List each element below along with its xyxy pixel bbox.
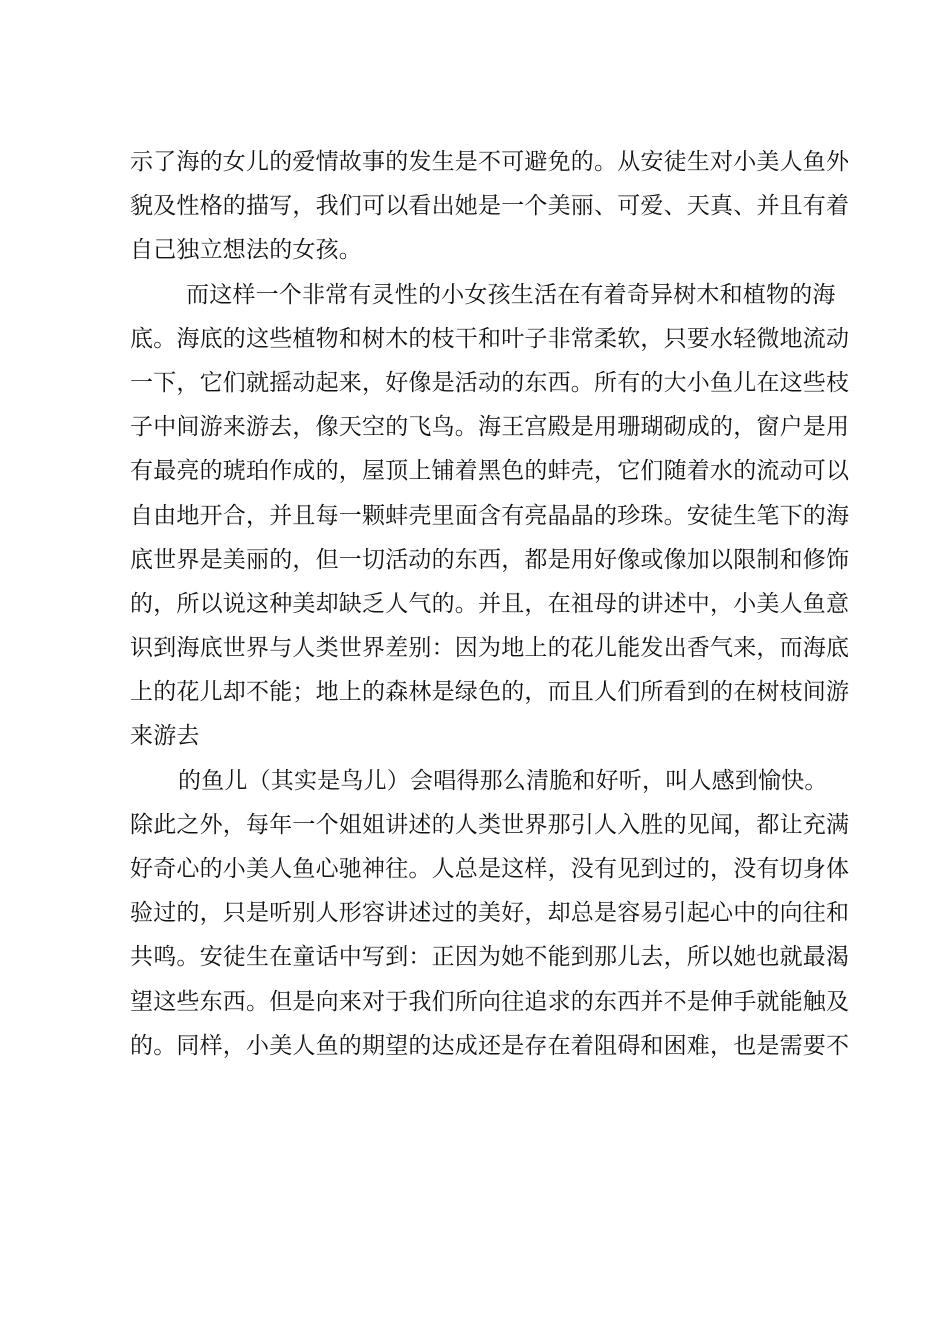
paragraph-start-line: 而这样一个非常有灵性的小女孩生活在有着奇异树木和植物的海 bbox=[186, 281, 836, 308]
text-line: 有最亮的琥珀作成的，屋顶上铺着黑色的蚌壳，它们随着水的流动可以 bbox=[130, 458, 850, 485]
body-text bbox=[130, 140, 850, 1068]
text-line: 的，所以说这种美却缺乏人气的。并且，在祖母的讲述中，小美人鱼意 bbox=[130, 590, 850, 617]
text-line: 望这些东西。但是向来对于我们所向往追求的东西并不是伸手就能触及 bbox=[130, 988, 850, 1015]
text-line: 自由地开合，并且每一颗蚌壳里面含有亮晶晶的珍珠。安徒生笔下的海 bbox=[130, 502, 850, 529]
text-line: 除此之外，每年一个姐姐讲述的人类世界那引人入胜的见闻，都让充满 bbox=[130, 811, 850, 838]
text-line: 验过的，只是听别人形容讲述过的美好，却总是容易引起心中的向往和 bbox=[130, 900, 850, 927]
text-line: 示了海的女儿的爱情故事的发生是不可避免的。从安徒生对小美人鱼外 bbox=[130, 149, 850, 175]
text-line: 貌及性格的描写，我们可以看出她是一个美丽、可爱、天真、并且有着 bbox=[130, 193, 850, 220]
text-line: 好奇心的小美人鱼心驰神往。人总是这样，没有见到过的，没有切身体 bbox=[130, 856, 850, 882]
text-line: 的。同样，小美人鱼的期望的达成还是存在着阻碍和困难，也是需要不 bbox=[130, 1032, 850, 1059]
text-line: 识到海底世界与人类世界差别：因为地上的花儿能发出香气来，而海底 bbox=[130, 635, 850, 662]
text-line: 共鸣。安徒生在童话中写到：正因为她不能到那儿去，所以她也就最渴 bbox=[130, 944, 850, 971]
text-line: 子中间游来游去，像天空的飞鸟。海王宫殿是用珊瑚砌成的，窗户是用 bbox=[130, 414, 850, 441]
paragraph-start-line: 的鱼儿（其实是鸟儿）会唱得那么清脆和好听，叫人感到愉快。 bbox=[178, 767, 828, 794]
text-line: 来游去 bbox=[130, 723, 200, 750]
text-line: 自己独立想法的女孩。 bbox=[130, 237, 362, 264]
text-line: 一下，它们就摇动起来，好像是活动的东西。所有的大小鱼儿在这些枝 bbox=[130, 369, 850, 396]
text-line: 底。海底的这些植物和树木的枝干和叶子非常柔软，只要水轻微地流动 bbox=[130, 325, 850, 352]
text-line: 上的花儿却不能；地上的森林是绿色的，而且人们所看到的在树枝间游 bbox=[130, 679, 850, 706]
text-line: 底世界是美丽的，但一切活动的东西，都是用好像或像加以限制和修饰 bbox=[130, 546, 850, 573]
